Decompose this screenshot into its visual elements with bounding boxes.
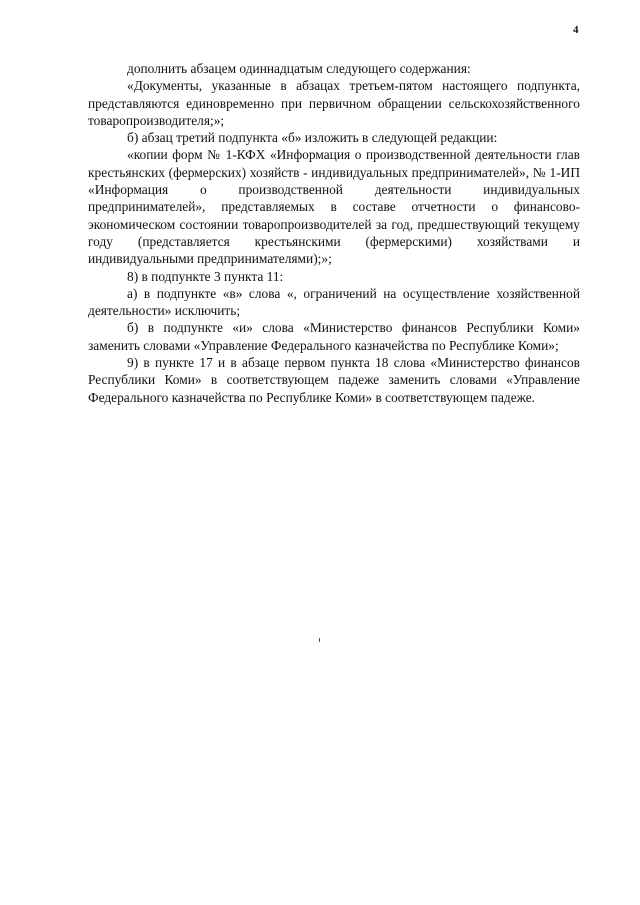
paragraph-subpoint-b: б) абзац третий подпункта «б» изложить в следующей редакции: [127,130,498,146]
paragraph-forms-quote: «копии форм № 1-КФХ «Информация о производственной деятельности глав крестьянских (фермерских) хозяйств - индивидуальных предпринимателей», № 1-ИП «Информация о производственной деятельности индивидуальных предпринимателей», представляемых в составе отчетности о финансово-экономическом состоянии товаропроизводителей за год, предшествующий текущему году (представляется крестьянскими (фермерскими) хозяйствами и индивидуальными предпринимателями);»; [88,147,580,267]
paragraph-intro: дополнить абзацем одиннадцатым следующего содержания: [127,61,471,76]
paragraph-item-8b: б) в подпункте «и» слова «Министерство финансов Республики Коми» заменить словами «Управление Федерального казначейства по Республике Коми»; [88,320,580,353]
paragraph-item-9: 9) в пункте 17 и в абзаце первом пункта 18 слова «Министерство финансов Республики Коми» в соответствующем падеже заменить словами «Управление Федерального казначейства по Республике Коми» в соответствующем падеже. [88,355,580,405]
paragraph-item-8: 8) в подпункте 3 пункта 11: [127,268,284,284]
document-body [88,60,580,406]
scan-mark [319,638,320,642]
page-number: 4 [573,24,579,36]
paragraph-item-8a: а) в подпункте «в» слова «, ограничений на осуществление хозяйственной деятельности» исключить; [88,285,580,319]
paragraph-documents-quote: «Документы, указанные в абзацах третьем-пятом настоящего подпункта, представляются единовременно при первичном обращении сельскохозяйственного товаропроизводителя;»; [88,78,580,128]
